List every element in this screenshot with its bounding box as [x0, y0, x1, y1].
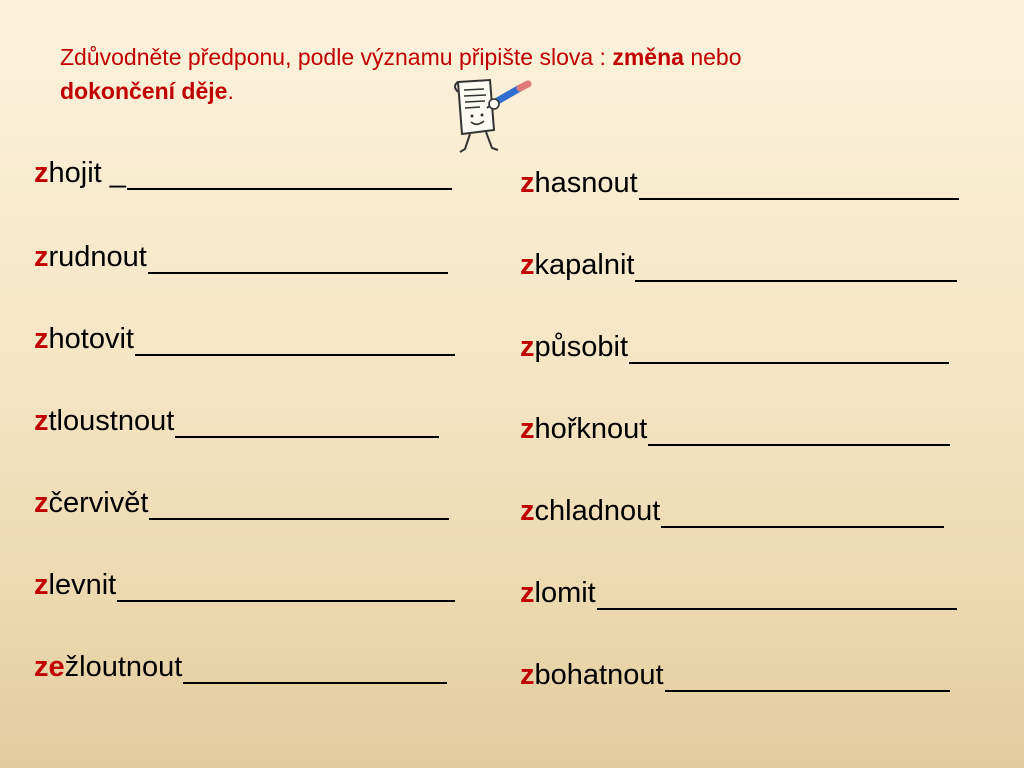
word-stem: lomit — [534, 577, 596, 609]
word-row — [520, 160, 959, 200]
word-prefix: z — [34, 241, 49, 273]
answer-blank[interactable] — [127, 154, 452, 190]
instruction-part-3: . — [227, 78, 234, 104]
answer-blank[interactable] — [648, 410, 950, 446]
word-row — [34, 150, 452, 190]
answer-blank[interactable] — [661, 492, 944, 528]
instruction-bold-completion: dokončení děje — [60, 78, 228, 104]
word-stem: kapalnit — [534, 249, 635, 281]
word-row — [34, 480, 449, 520]
word-stem: chladnout — [534, 495, 661, 527]
answer-blank[interactable] — [149, 484, 449, 520]
word-prefix: z — [34, 487, 49, 519]
word-stem: levnit — [48, 569, 117, 601]
word-stem: hasnout — [534, 167, 638, 199]
word-row — [520, 570, 957, 610]
word-row — [34, 316, 455, 356]
answer-blank[interactable] — [629, 328, 949, 364]
word-row — [520, 488, 944, 528]
word-prefix: ze — [34, 651, 65, 683]
word-stem: hojit _ — [48, 157, 126, 189]
answer-blank[interactable] — [148, 238, 448, 274]
answer-blank[interactable] — [183, 648, 447, 684]
word-prefix: z — [520, 331, 535, 363]
word-row — [520, 406, 950, 446]
answer-blank[interactable] — [639, 164, 959, 200]
word-prefix: z — [520, 249, 535, 281]
word-stem: tloustnout — [48, 405, 175, 437]
word-row — [520, 242, 957, 282]
word-prefix: z — [34, 405, 49, 437]
word-row — [34, 644, 447, 684]
word-prefix: z — [520, 413, 535, 445]
answer-blank[interactable] — [117, 566, 455, 602]
word-row — [34, 234, 448, 274]
paper-with-pencil-character-icon — [440, 74, 532, 156]
word-stem: bohatnout — [534, 659, 664, 691]
word-prefix: z — [34, 323, 49, 355]
word-prefix: z — [520, 659, 535, 691]
word-stem: červivět — [48, 487, 149, 519]
word-stem: rudnout — [48, 241, 147, 273]
answer-blank[interactable] — [135, 320, 455, 356]
answer-blank[interactable] — [175, 402, 439, 438]
word-stem: žloutnout — [64, 651, 183, 683]
word-row — [520, 652, 950, 692]
word-row — [34, 562, 455, 602]
word-prefix: z — [520, 495, 535, 527]
word-stem: působit — [534, 331, 629, 363]
word-prefix: z — [34, 569, 49, 601]
answer-blank[interactable] — [665, 656, 950, 692]
word-stem: hotovit — [48, 323, 134, 355]
word-prefix: z — [520, 167, 535, 199]
answer-blank[interactable] — [635, 246, 957, 282]
word-prefix: z — [520, 577, 535, 609]
instruction-part-2: nebo — [683, 44, 742, 70]
word-row — [34, 398, 439, 438]
word-row — [520, 324, 949, 364]
instruction-part-1: Zdůvodněte předponu, podle významu připište slova : — [60, 44, 613, 70]
word-stem: hořknout — [534, 413, 648, 445]
answer-blank[interactable] — [597, 574, 957, 610]
word-prefix: z — [34, 157, 49, 189]
instruction-bold-change: změna — [612, 44, 684, 70]
